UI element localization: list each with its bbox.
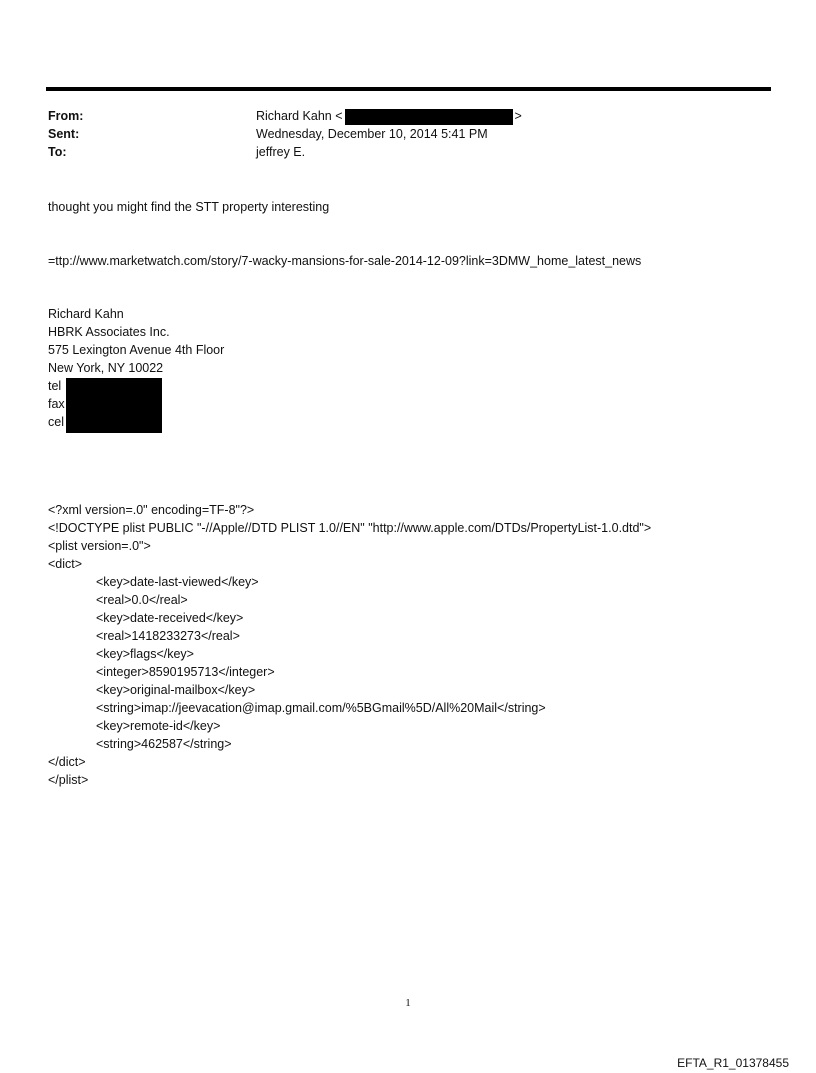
bates-number: EFTA_R1_01378455 <box>677 1056 789 1070</box>
xml-line: </plist> <box>48 773 89 787</box>
signature-name: Richard Kahn <box>48 307 124 321</box>
xml-line: <plist version=.0"> <box>48 539 151 553</box>
from-label: From: <box>48 109 84 123</box>
from-close: > <box>514 109 522 123</box>
sent-label: Sent: <box>48 127 80 141</box>
redacted-phone-numbers <box>66 378 162 433</box>
signature-company: HBRK Associates Inc. <box>48 325 170 339</box>
xml-line: </dict> <box>48 755 86 769</box>
from-name: Richard Kahn < <box>256 109 343 123</box>
signature <box>48 305 224 377</box>
fax-line: fax <box>48 397 65 411</box>
message-text: thought you might find the STT property interesting <box>48 200 330 214</box>
xml-line: <key>remote-id</key> <box>96 719 221 733</box>
sent-row <box>48 125 522 143</box>
xml-line: <?xml version=.0" encoding=TF-8"?> <box>48 503 255 517</box>
xml-line: <dict> <box>48 557 83 571</box>
cel-line: cel <box>48 415 64 429</box>
signature-city: New York, NY 10022 <box>48 361 164 375</box>
from-row <box>48 107 522 125</box>
to-row <box>48 143 522 161</box>
xml-line: <string>462587</string> <box>96 737 232 751</box>
xml-line: <!DOCTYPE plist PUBLIC "-//Apple//DTD PLIST 1.0//EN" "http://www.apple.com/DTDs/PropertyList-1.0.dtd"> <box>48 521 652 535</box>
xml-line: <key>flags</key> <box>96 647 194 661</box>
from-value <box>256 107 522 125</box>
xml-line: <key>date-last-viewed</key> <box>96 575 259 589</box>
signature-address: 575 Lexington Avenue 4th Floor <box>48 343 225 357</box>
xml-plist-block <box>48 501 651 789</box>
page-number: 1 <box>405 997 411 1009</box>
xml-line: <key>date-received</key> <box>96 611 244 625</box>
xml-line: <real>0.0</real> <box>96 593 188 607</box>
message-link[interactable]: =ttp://www.marketwatch.com/story/7-wacky-mansions-for-sale-2014-12-09?link=3DMW_home_latest_news <box>48 254 642 268</box>
to-value: jeffrey E. <box>256 145 306 159</box>
redacted-email <box>345 109 513 125</box>
xml-line: <integer>8590195713</integer> <box>96 665 275 679</box>
header-rule <box>46 87 771 91</box>
xml-line: <string>imap://jeevacation@imap.gmail.com/%5BGmail%5D/All%20Mail</string> <box>96 701 546 715</box>
signature-phones <box>48 377 65 431</box>
xml-line: <real>1418233273</real> <box>96 629 240 643</box>
email-header <box>48 107 522 161</box>
tel-line: tel <box>48 379 62 393</box>
sent-value: Wednesday, December 10, 2014 5:41 PM <box>256 127 488 141</box>
xml-line: <key>original-mailbox</key> <box>96 683 256 697</box>
to-label: To: <box>48 145 67 159</box>
